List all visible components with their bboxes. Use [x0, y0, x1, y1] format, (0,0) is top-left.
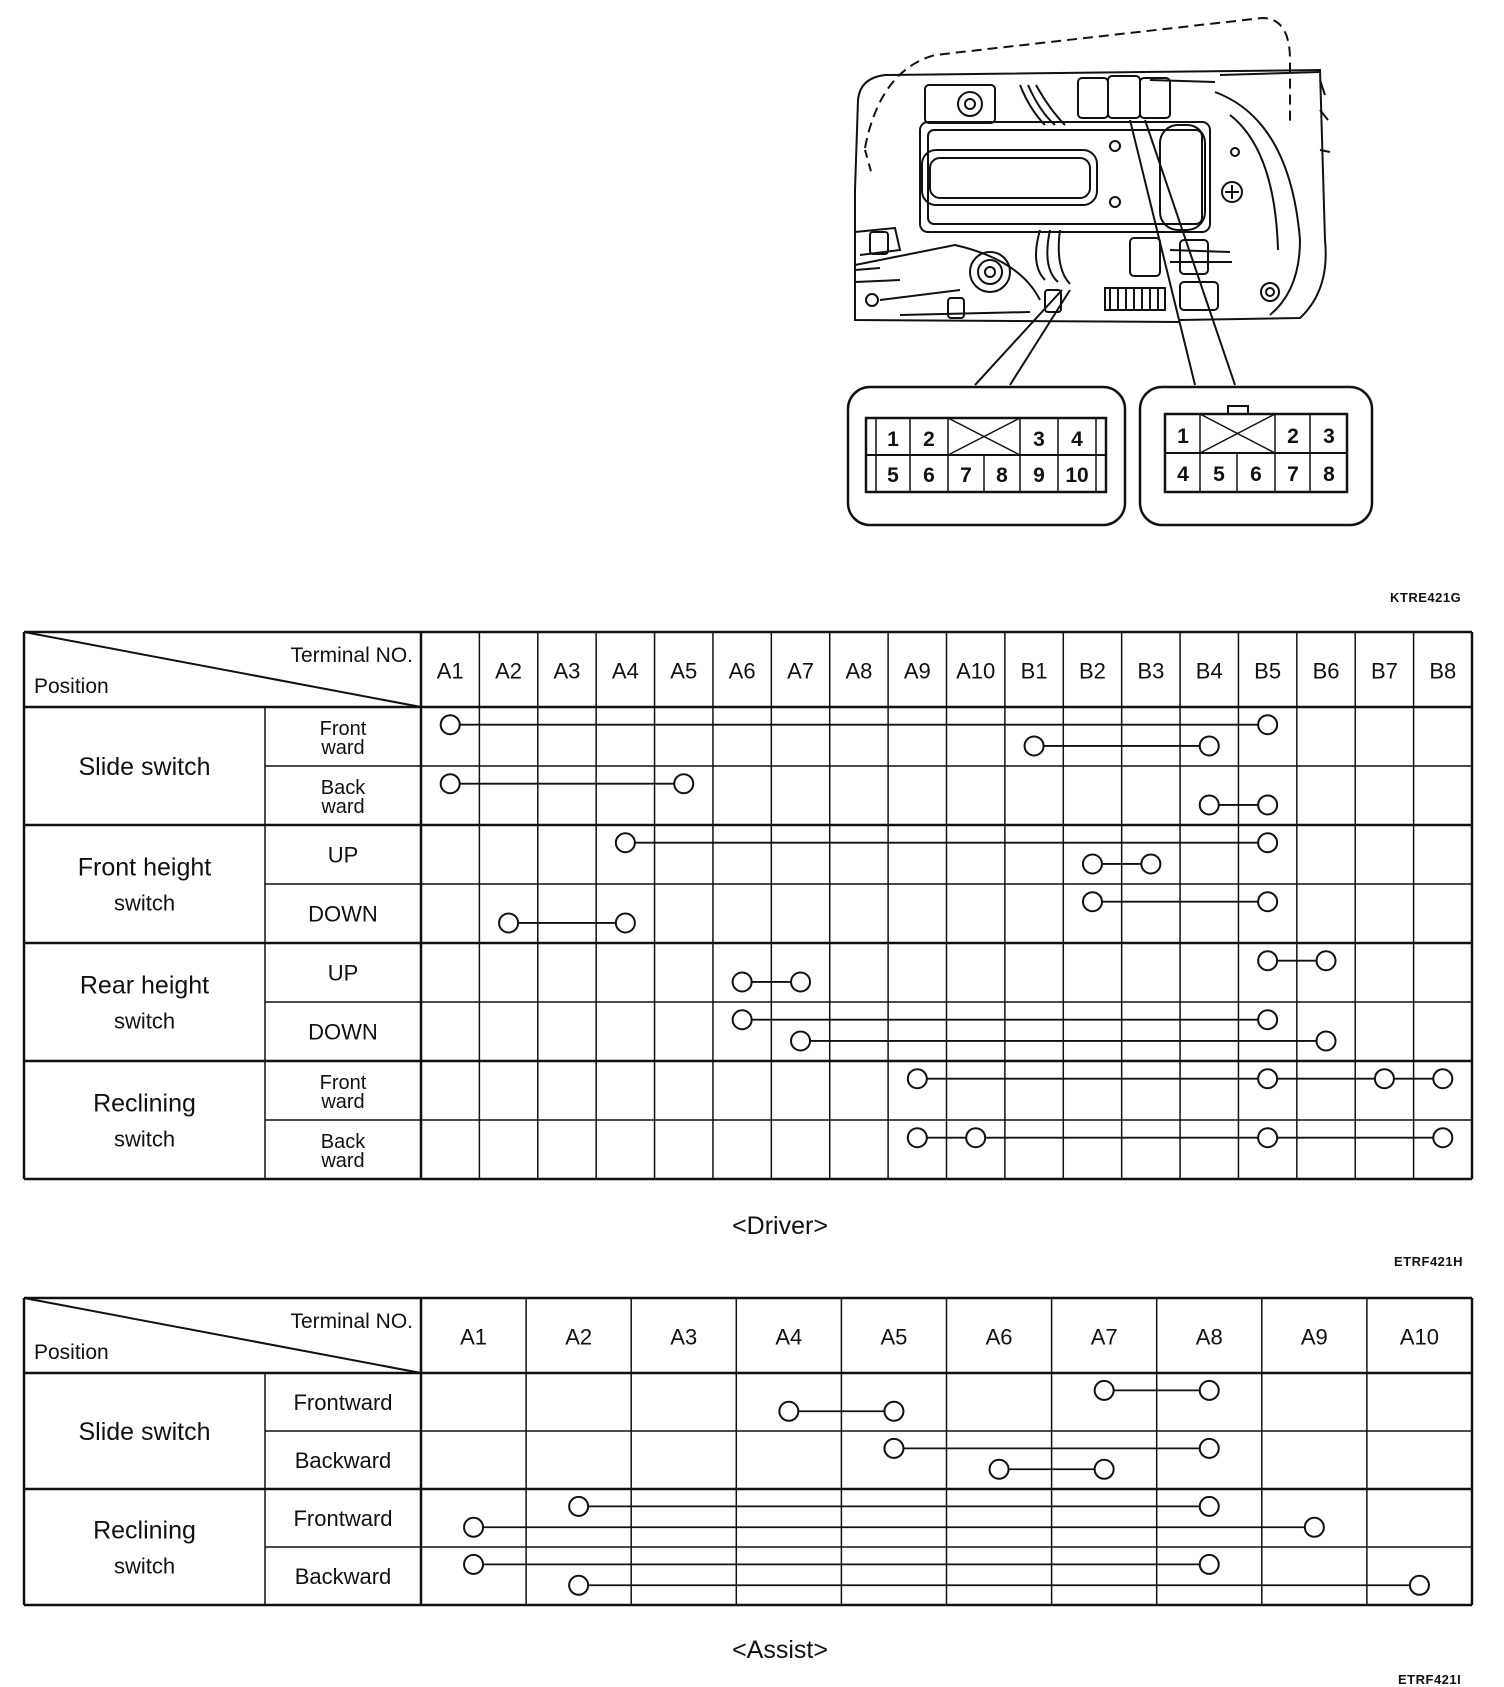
- header-position-label: Position: [34, 675, 109, 698]
- connector-b-pin: 2: [1287, 425, 1299, 448]
- terminal-header-b6: B6: [1312, 658, 1340, 684]
- connector-a-pin: 5: [887, 464, 899, 487]
- row-label: DOWN: [308, 1019, 378, 1045]
- continuity-point-a2: [499, 913, 518, 932]
- continuity-point-b5: [1258, 951, 1277, 970]
- terminal-header-a6: A6: [985, 1324, 1013, 1350]
- row-label: ward: [321, 1091, 365, 1113]
- continuity-point-a7: [1095, 1460, 1114, 1479]
- group-name: Slide switch: [78, 1418, 211, 1446]
- connector-a-pin: 10: [1065, 464, 1089, 487]
- continuity-point-a2: [569, 1576, 588, 1595]
- terminal-header-a8: A8: [845, 658, 873, 684]
- terminal-header-b2: B2: [1079, 658, 1106, 684]
- row-label: ward: [321, 737, 365, 759]
- continuity-point-b4: [1200, 795, 1219, 814]
- group-name: switch: [113, 1008, 176, 1034]
- continuity-point-a9: [908, 1069, 927, 1088]
- continuity-point-a4: [779, 1402, 798, 1421]
- assist-caption: <Assist>: [732, 1636, 828, 1664]
- connector-a-pin: 1: [887, 428, 899, 451]
- row-label: UP: [327, 842, 359, 868]
- terminal-header-a2: A2: [565, 1324, 593, 1350]
- terminal-header-b4: B4: [1195, 658, 1223, 684]
- terminal-header-a3: A3: [670, 1324, 698, 1350]
- driver-continuity-table: [0, 625, 1504, 1185]
- continuity-point-a1: [464, 1555, 483, 1574]
- seat-harness-illustration: [0, 0, 1504, 560]
- continuity-point-a2: [569, 1497, 588, 1516]
- terminal-header-a3: A3: [553, 658, 581, 684]
- row-label: Frontward: [293, 1390, 393, 1415]
- terminal-header-a9: A9: [1300, 1324, 1328, 1350]
- terminal-header-a5: A5: [670, 658, 698, 684]
- terminal-header-b5: B5: [1254, 658, 1282, 684]
- terminal-header-a6: A6: [728, 658, 756, 684]
- group-name: Slide switch: [78, 753, 211, 781]
- row-label: ward: [321, 796, 365, 818]
- driver-code: ETRF421H: [1394, 1254, 1464, 1269]
- terminal-header-b1: B1: [1020, 658, 1048, 684]
- seat-frame-drawing: [855, 18, 1330, 385]
- row-label: UP: [327, 960, 359, 986]
- connector-b-diagram: [1140, 387, 1372, 525]
- connector-a-pin: 6: [923, 464, 935, 487]
- continuity-point-b4: [1200, 736, 1219, 755]
- group-name: switch: [113, 890, 176, 916]
- illustration-code: KTRE421G: [1390, 590, 1462, 605]
- continuity-point-b2: [1083, 892, 1102, 911]
- continuity-point-b5: [1258, 1128, 1277, 1147]
- continuity-point-a5: [884, 1402, 903, 1421]
- header-terminal-label: Terminal NO.: [290, 1310, 413, 1333]
- connector-b-pin: 7: [1287, 463, 1299, 486]
- connector-a-pin: 3: [1033, 428, 1045, 451]
- continuity-point-b5: [1258, 1069, 1277, 1088]
- continuity-point-a6: [733, 972, 752, 991]
- row-label: Back: [320, 777, 366, 799]
- continuity-point-b7: [1375, 1069, 1394, 1088]
- connector-b-pin: 4: [1177, 463, 1189, 486]
- continuity-point-a7: [791, 972, 810, 991]
- terminal-header-b3: B3: [1137, 658, 1165, 684]
- row-label: ward: [321, 1150, 365, 1172]
- header-position-label: Position: [34, 1341, 109, 1364]
- continuity-point-a9: [908, 1128, 927, 1147]
- group-name: Reclining: [93, 1089, 196, 1118]
- driver-caption: <Driver>: [732, 1212, 828, 1240]
- row-label: Front: [319, 718, 367, 740]
- continuity-point-b5: [1258, 795, 1277, 814]
- terminal-header-a1: A1: [460, 1324, 488, 1350]
- connector-b-pin: 6: [1250, 463, 1262, 486]
- terminal-header-a1: A1: [436, 658, 464, 684]
- row-label: DOWN: [308, 901, 378, 927]
- connector-b-pin: 1: [1177, 425, 1189, 448]
- continuity-point-b5: [1258, 715, 1277, 734]
- connector-a-diagram: [848, 387, 1125, 525]
- connector-b-pin: 3: [1323, 425, 1335, 448]
- group-name: switch: [113, 1553, 176, 1579]
- assist-continuity-table: [0, 1290, 1504, 1620]
- group-name: Front height: [77, 853, 212, 882]
- continuity-point-a4: [616, 913, 635, 932]
- terminal-header-a2: A2: [495, 658, 523, 684]
- continuity-point-a8: [1200, 1381, 1219, 1400]
- row-label: Back: [320, 1131, 366, 1153]
- group-name: switch: [113, 1126, 176, 1152]
- continuity-point-a10: [1410, 1576, 1429, 1595]
- continuity-point-b5: [1258, 892, 1277, 911]
- terminal-header-a10: A10: [1399, 1324, 1440, 1350]
- terminal-header-a9: A9: [903, 658, 931, 684]
- terminal-header-a4: A4: [775, 1324, 803, 1350]
- terminal-header-a4: A4: [611, 658, 639, 684]
- assist-code: ETRF421I: [1398, 1672, 1462, 1687]
- continuity-point-a8: [1200, 1497, 1219, 1516]
- continuity-point-b3: [1141, 854, 1160, 873]
- terminal-header-a7: A7: [1090, 1324, 1118, 1350]
- row-label: Frontward: [293, 1506, 393, 1531]
- continuity-point-b5: [1258, 1010, 1277, 1029]
- terminal-header-a5: A5: [880, 1324, 908, 1350]
- connector-a-pin: 2: [923, 428, 935, 451]
- continuity-point-a5: [884, 1439, 903, 1458]
- header-terminal-label: Terminal NO.: [290, 644, 413, 667]
- continuity-point-a4: [616, 833, 635, 852]
- connector-a-pin: 7: [960, 464, 972, 487]
- row-label: Backward: [294, 1564, 392, 1589]
- continuity-point-a5: [674, 774, 693, 793]
- row-label: Backward: [294, 1448, 392, 1473]
- continuity-point-a9: [1305, 1518, 1324, 1537]
- continuity-point-b1: [1025, 736, 1044, 755]
- continuity-point-a10: [966, 1128, 985, 1147]
- terminal-header-a7: A7: [787, 658, 814, 684]
- continuity-point-a7: [1095, 1381, 1114, 1400]
- continuity-point-b6: [1317, 951, 1336, 970]
- group-name: Rear height: [79, 971, 210, 1000]
- row-label: Front: [319, 1072, 367, 1094]
- continuity-point-a1: [441, 715, 460, 734]
- terminal-header-b7: B7: [1370, 658, 1398, 684]
- continuity-point-a1: [441, 774, 460, 793]
- group-name: Reclining: [93, 1516, 196, 1545]
- continuity-point-a8: [1200, 1555, 1219, 1574]
- connector-a-pin: 9: [1033, 464, 1045, 487]
- continuity-point-b8: [1433, 1128, 1452, 1147]
- continuity-point-b5: [1258, 833, 1277, 852]
- connector-b-pin: 8: [1323, 463, 1335, 486]
- connector-b-pin: 5: [1213, 463, 1225, 486]
- continuity-point-b8: [1433, 1069, 1452, 1088]
- terminal-header-a10: A10: [956, 658, 996, 684]
- continuity-point-a1: [464, 1518, 483, 1537]
- continuity-point-a6: [733, 1010, 752, 1029]
- connector-a-pin: 8: [996, 464, 1008, 487]
- continuity-point-b6: [1317, 1031, 1336, 1050]
- continuity-point-b2: [1083, 854, 1102, 873]
- continuity-point-a6: [990, 1460, 1009, 1479]
- terminal-header-b8: B8: [1429, 658, 1457, 684]
- connector-a-pin: 4: [1071, 428, 1083, 451]
- continuity-point-a7: [791, 1031, 810, 1050]
- continuity-point-a8: [1200, 1439, 1219, 1458]
- terminal-header-a8: A8: [1195, 1324, 1223, 1350]
